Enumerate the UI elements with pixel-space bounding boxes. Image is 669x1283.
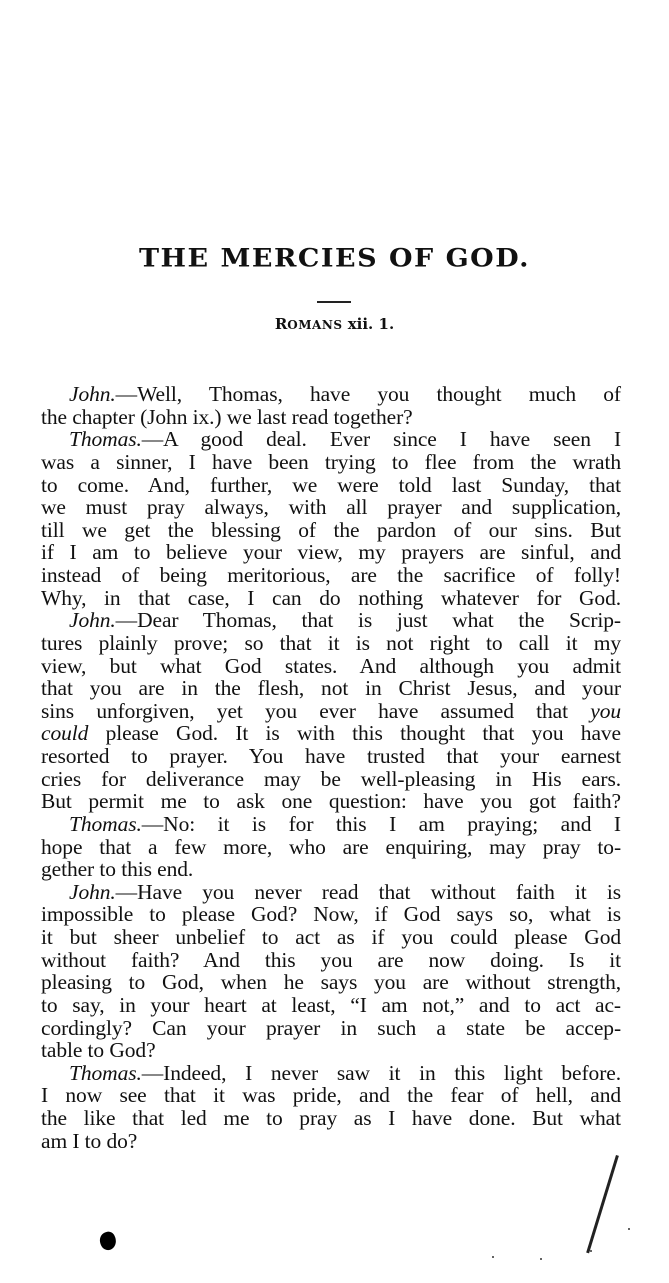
text-line [41,541,621,564]
emphasized-word: could [41,721,89,746]
line-text: pleasing to God, when he says you are without strength, [41,970,621,995]
text-line [41,632,621,655]
line-text: to come. And, further, we were told last Sunday, that [41,472,621,497]
speaker-name: John. [69,608,116,633]
text-line [41,700,621,723]
text-line [41,836,621,859]
text-line [41,949,621,972]
line-text: —Dear Thomas, that is just what the Scrip- [115,608,621,633]
text-line [41,609,621,632]
line-text: view, but what God states. And although you admit [41,653,621,678]
text-line [41,1084,621,1107]
line-text: impossible to please God? Now, if God says so, what is [41,902,621,927]
text-line [41,790,621,813]
text-line [41,564,621,587]
text-line [41,519,621,542]
text-line [41,813,621,836]
text-line [41,496,621,519]
ink-speck [628,1228,630,1230]
line-text: I now see that it was pride, and the fear of hell, and [41,1083,621,1108]
reference-chapter-verse: xii. 1. [347,315,395,333]
text-line [41,1062,621,1085]
line-text: —Have you never read that without faith it is [115,879,621,904]
emphasized-word: you [590,698,621,723]
text-line [41,1130,621,1153]
text-line [41,1017,621,1040]
dialogue-body [41,383,621,1152]
ink-speck [540,1258,542,1260]
line-text: cries for deliverance may be well-pleasing in His ears. [41,766,621,791]
chapter-title: THE MERCIES OF GOD. [138,243,531,274]
ink-blot [97,1230,118,1252]
line-text: sins unforgiven, yet you ever have assumed that [41,698,568,723]
text-line [41,722,621,745]
text-line [41,587,621,610]
text-line [41,451,621,474]
text-line [41,1107,621,1130]
text-line [41,428,621,451]
line-text: Why, in that case, I can do nothing whatever for God. [41,585,621,610]
line-text: instead of being meritorious, are the sacrifice of folly! [41,563,621,587]
line-text: we must pray always, with all prayer and supplication, [41,495,621,520]
line-text: —A good deal. Ever since I have seen I [141,427,621,452]
speaker-name: John. [69,382,116,406]
line-text: please God. It is with this thought that you have [105,721,621,746]
reference-book-initial: R [274,315,288,333]
scripture-reference [0,315,669,333]
text-line [41,994,621,1017]
reference-book-rest: OMANS [287,318,343,332]
line-text: But permit me to ask one question: have you got faith? [41,789,621,814]
line-text: the like that led me to pray as I have done. But what [41,1106,621,1130]
text-line [41,903,621,926]
speaker-name: Thomas. [69,811,142,836]
text-line [41,383,621,406]
text-line [41,926,621,949]
text-line [41,1039,621,1062]
ink-speck [590,1250,592,1252]
text-line [41,768,621,791]
ink-speck [492,1256,494,1258]
line-text: was a sinner, I have been trying to flee from the wrath [41,449,621,474]
speaker-name: John. [69,879,116,904]
line-text: resorted to prayer. You have trusted that your earnest [41,744,621,768]
text-line [41,858,621,881]
line-text: the chapter (John ix.) we last read together? [41,404,413,429]
line-text: it but sheer unbelief to act as if you could please God [41,925,621,949]
line-text: if I am to believe your view, my prayers are sinful, and [41,540,621,565]
text-line [41,971,621,994]
text-line [41,406,621,429]
line-text: am I to do? [41,1128,138,1153]
line-text: —Indeed, I never saw it in this light before. [141,1060,621,1085]
text-line [41,745,621,768]
speaker-name: Thomas. [69,427,142,452]
line-text: that you are in the flesh, not in Christ Jesus, and your [41,676,621,701]
text-line [41,474,621,497]
line-text: hope that a few more, who are enquiring, may pray to- [41,834,621,859]
pen-stroke-mark [586,1155,619,1253]
line-text: till we get the blessing of the pardon of our sins. But [41,517,621,542]
line-text: —Well, Thomas, have you thought much of [115,382,621,406]
line-text: to say, in your heart at least, “I am not,” and to act ac- [41,992,621,1017]
line-text: —No: it is for this I am praying; and I [141,811,621,836]
line-text: tures plainly prove; so that it is not right to call it my [41,630,621,655]
speaker-name: Thomas. [69,1060,142,1085]
line-text: without faith? And this you are now doing. Is it [41,947,621,972]
line-text: table to God? [41,1038,156,1063]
text-line [41,881,621,904]
text-line [41,655,621,678]
line-text: gether to this end. [41,857,194,882]
text-line [41,677,621,700]
title-divider [317,301,351,303]
line-text: cordingly? Can your prayer in such a state be accep- [41,1015,621,1040]
